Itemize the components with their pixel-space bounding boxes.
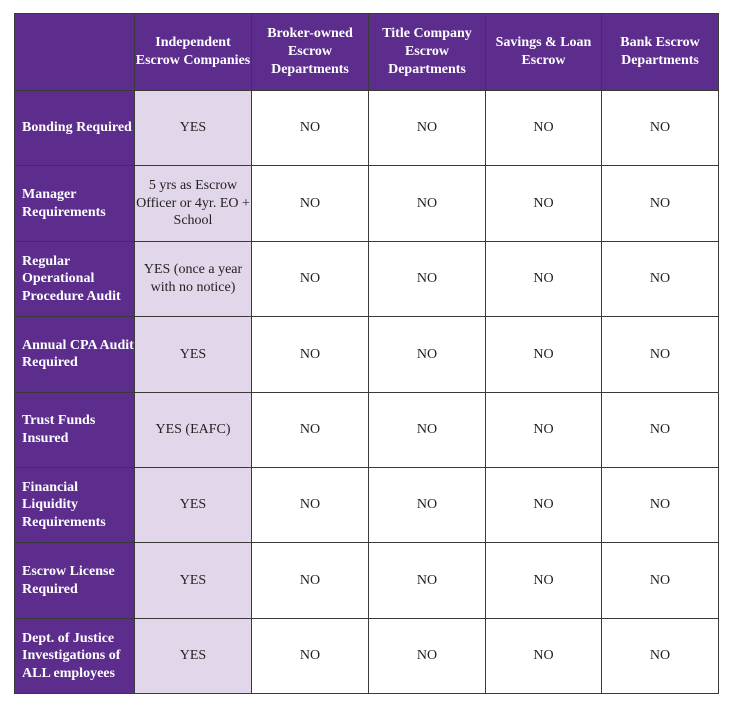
table-cell: YES <box>135 317 252 392</box>
column-header-label: Independent Escrow Companies <box>135 35 251 68</box>
table-cell: NO <box>252 241 369 316</box>
table-cell: YES <box>135 543 252 618</box>
corner-cell <box>15 14 135 91</box>
row-label: Escrow License Required <box>15 543 135 618</box>
column-header-label: Bank Escrow Departments <box>620 35 700 68</box>
header-row <box>15 14 719 91</box>
table-cell: 5 yrs as Escrow Officer or 4yr. EO + School <box>135 166 252 241</box>
row-label: Bonding Required <box>15 91 135 166</box>
table-cell: NO <box>252 166 369 241</box>
column-header <box>252 14 369 91</box>
table-cell: NO <box>369 91 486 166</box>
table-row <box>15 241 719 316</box>
table-cell: YES <box>135 91 252 166</box>
column-header-label: Broker-owned Escrow Departments <box>267 26 353 77</box>
escrow-comparison-table <box>14 13 719 694</box>
table-cell: NO <box>602 543 719 618</box>
table-cell: NO <box>486 467 602 542</box>
table-cell: YES (EAFC) <box>135 392 252 467</box>
table-row <box>15 543 719 618</box>
table-cell: NO <box>369 317 486 392</box>
row-label: Manager Requirements <box>15 166 135 241</box>
table-cell: NO <box>602 467 719 542</box>
row-label: Financial Liquidity Requirements <box>15 467 135 542</box>
table-cell: NO <box>486 166 602 241</box>
table-cell: NO <box>252 467 369 542</box>
table-cell: NO <box>252 618 369 693</box>
table-cell: NO <box>369 241 486 316</box>
table-row <box>15 467 719 542</box>
table-cell: NO <box>486 317 602 392</box>
table-cell: NO <box>602 392 719 467</box>
column-header-label: Savings & Loan Escrow <box>495 35 592 68</box>
table-row <box>15 91 719 166</box>
table-cell: NO <box>252 317 369 392</box>
table-row <box>15 618 719 693</box>
table-cell: NO <box>252 392 369 467</box>
table-cell: YES <box>135 618 252 693</box>
column-header <box>486 14 602 91</box>
table-cell: NO <box>252 91 369 166</box>
table-cell: NO <box>486 91 602 166</box>
table-cell: NO <box>602 317 719 392</box>
table-cell: NO <box>369 467 486 542</box>
column-header <box>602 14 719 91</box>
table-cell: NO <box>602 241 719 316</box>
table-row <box>15 392 719 467</box>
column-header <box>135 14 252 91</box>
table-cell: NO <box>602 618 719 693</box>
table-cell: NO <box>486 241 602 316</box>
table-cell: NO <box>369 618 486 693</box>
table-cell: NO <box>602 166 719 241</box>
table-cell: NO <box>369 166 486 241</box>
table-cell: NO <box>369 392 486 467</box>
table-cell: NO <box>602 91 719 166</box>
row-label: Trust Funds Insured <box>15 392 135 467</box>
table-cell: NO <box>486 543 602 618</box>
column-header <box>369 14 486 91</box>
table-cell: NO <box>369 543 486 618</box>
table-row <box>15 317 719 392</box>
row-label: Regular Operational Procedure Audit <box>15 241 135 316</box>
column-header-label: Title Company Escrow Departments <box>382 26 472 77</box>
row-label: Dept. of Justice Investigations of ALL employees <box>15 618 135 693</box>
row-label: Annual CPA Audit Required <box>15 317 135 392</box>
table-cell: NO <box>486 618 602 693</box>
table-cell: YES <box>135 467 252 542</box>
table-cell: NO <box>252 543 369 618</box>
table-cell: YES (once a year with no notice) <box>135 241 252 316</box>
table-row <box>15 166 719 241</box>
table-cell: NO <box>486 392 602 467</box>
